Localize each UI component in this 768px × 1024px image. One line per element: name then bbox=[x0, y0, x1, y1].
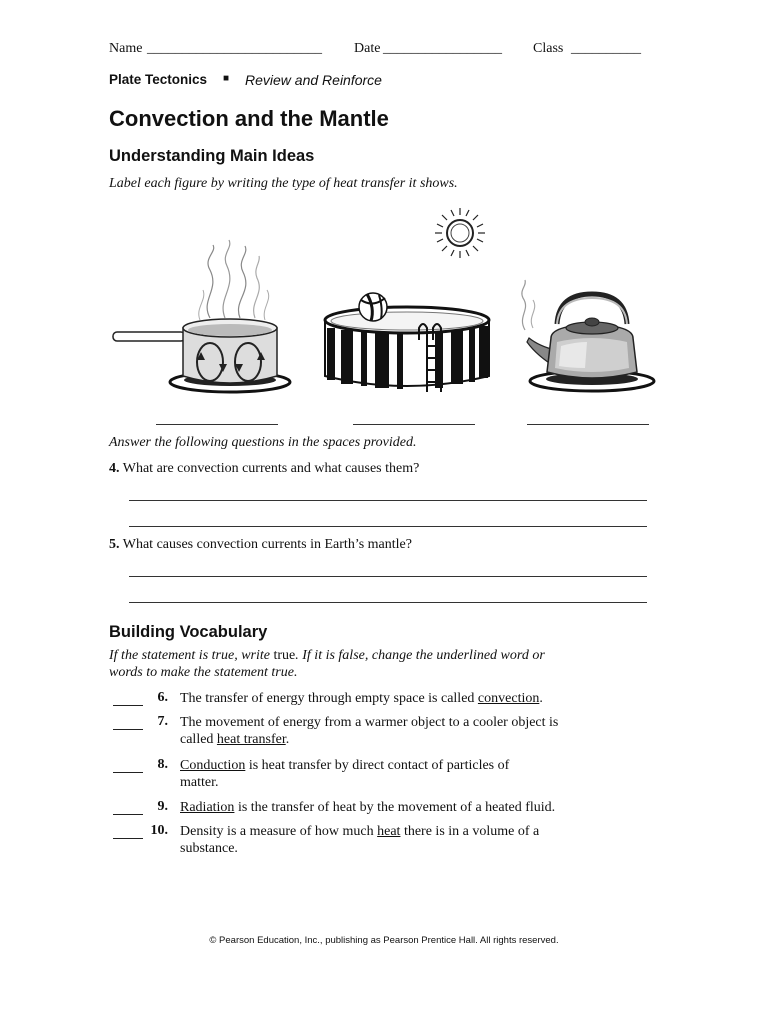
vocab-instruction-true: true bbox=[273, 648, 296, 663]
item-8-text bbox=[180, 757, 600, 791]
name-blank[interactable]: _________________________ bbox=[147, 41, 322, 56]
question-5 bbox=[109, 537, 412, 553]
item-text: called bbox=[180, 732, 217, 747]
item-7-text bbox=[180, 714, 600, 748]
date-blank[interactable]: _________________ bbox=[383, 41, 502, 56]
vocab-heading: Building Vocabulary bbox=[109, 623, 268, 641]
item-9-text bbox=[180, 799, 600, 816]
questions-instruction: Answer the following questions in the spaces provided. bbox=[109, 435, 417, 450]
kettle-figure bbox=[522, 280, 654, 391]
item-text: Density is a measure of how much bbox=[180, 824, 378, 839]
chapter-label: Plate Tectonics bbox=[109, 72, 208, 87]
item-10-text bbox=[180, 823, 600, 857]
item-text: substance. bbox=[180, 841, 238, 856]
class-label: Class bbox=[533, 41, 564, 56]
underlined-term: heat bbox=[377, 824, 401, 839]
main-ideas-heading: Understanding Main Ideas bbox=[109, 147, 315, 165]
figure-1-answer-line[interactable] bbox=[156, 424, 278, 425]
item-7-number: 7. bbox=[157, 714, 168, 729]
answer-line-4b[interactable] bbox=[129, 526, 647, 527]
pool-figure bbox=[325, 293, 489, 392]
section-bullet: ■ bbox=[223, 73, 230, 84]
figure-2-answer-line[interactable] bbox=[353, 424, 475, 425]
item-text: there is in a volume of a bbox=[400, 824, 540, 839]
question-number: 4. bbox=[109, 461, 120, 476]
vocab-instruction-c: words to make the statement true. bbox=[109, 665, 298, 680]
item-9-number: 9. bbox=[157, 799, 168, 814]
underlined-term: Conduction bbox=[180, 758, 246, 773]
underlined-term: convection bbox=[477, 691, 540, 706]
item-text: The transfer of energy through empty space is called bbox=[180, 691, 478, 706]
answer-line-5a[interactable] bbox=[129, 576, 647, 577]
item-6-number: 6. bbox=[157, 690, 168, 705]
question-number: 5. bbox=[109, 537, 120, 552]
underlined-term: heat transfer bbox=[216, 732, 286, 747]
item-text: matter. bbox=[180, 775, 219, 790]
question-text: What causes convection currents in Earth’s mantle? bbox=[122, 537, 412, 552]
vocab-instruction-b: . If it is false, change the underlined word or bbox=[295, 648, 545, 663]
main-ideas-instruction: Label each figure by writing the type of heat transfer it shows. bbox=[109, 176, 458, 191]
question-text: What are convection currents and what causes them? bbox=[122, 461, 420, 476]
question-4 bbox=[109, 461, 419, 477]
item-text: . bbox=[539, 691, 543, 706]
item-6-text bbox=[180, 690, 600, 707]
item-10-number: 10. bbox=[150, 823, 168, 838]
section-subtitle: Review and Reinforce bbox=[245, 72, 382, 88]
sun-icon bbox=[435, 208, 485, 258]
vocab-instruction bbox=[109, 647, 629, 681]
page-title: Convection and the Mantle bbox=[109, 106, 389, 131]
vocab-instruction-a: If the statement is true, write bbox=[109, 648, 274, 663]
name-label: Name bbox=[109, 41, 143, 56]
class-blank[interactable]: __________ bbox=[571, 41, 641, 56]
answer-line-4a[interactable] bbox=[129, 500, 647, 501]
item-text: . bbox=[285, 732, 290, 747]
item-text: The movement of energy from a warmer object to a cooler object is bbox=[180, 715, 559, 730]
figure-3-answer-line[interactable] bbox=[527, 424, 649, 425]
item-text: is heat transfer by direct contact of particles of bbox=[245, 758, 510, 773]
copyright-footer: © Pearson Education, Inc., publishing as Pearson Prentice Hall. All rights reserved. bbox=[209, 935, 559, 946]
item-text: is the transfer of heat by the movement of a heated fluid. bbox=[234, 800, 556, 815]
underlined-term: Radiation bbox=[180, 800, 235, 815]
answer-line-5b[interactable] bbox=[129, 602, 647, 603]
date-label: Date bbox=[354, 41, 381, 56]
heat-transfer-figures bbox=[105, 200, 665, 400]
pot-on-burner-figure bbox=[113, 240, 290, 392]
item-8-number: 8. bbox=[157, 757, 168, 772]
